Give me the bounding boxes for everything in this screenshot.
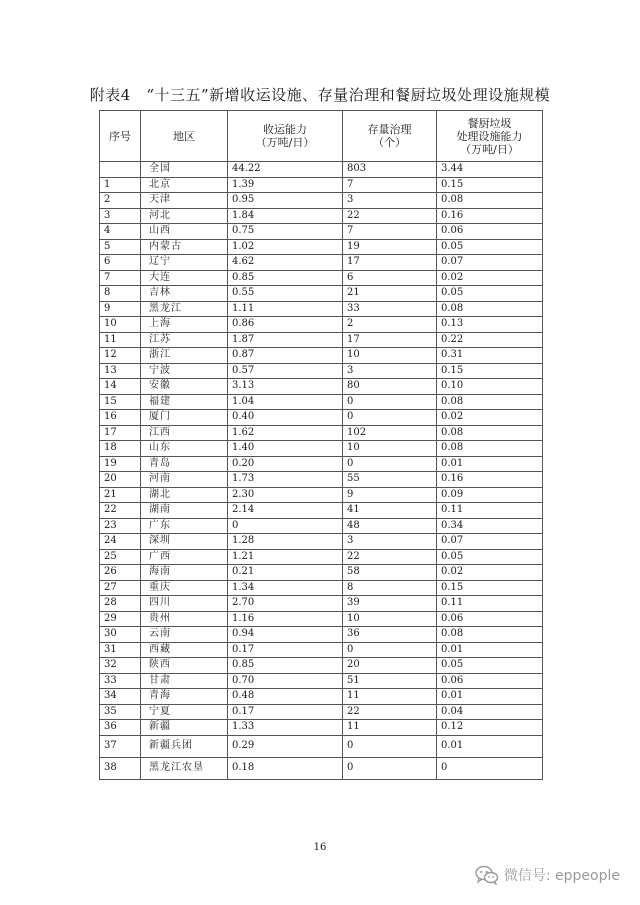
cell-kitchen-waste-capacity: 0.07	[437, 255, 543, 271]
table-row	[100, 534, 543, 550]
cell-stock-remediation: 0	[343, 456, 437, 472]
table-body	[100, 162, 543, 780]
cell-kitchen-waste-capacity: 0.08	[437, 301, 543, 317]
header-index: 序号	[100, 111, 141, 162]
cell-index: 23	[100, 518, 141, 534]
cell-stock-remediation: 9	[343, 487, 437, 503]
cell-collection-capacity: 0.85	[228, 270, 343, 286]
cell-kitchen-waste-capacity: 0.10	[437, 379, 543, 395]
cell-region: 新疆兵团	[141, 735, 228, 757]
cell-kitchen-waste-capacity: 0.06	[437, 224, 543, 240]
cell-stock-remediation: 80	[343, 379, 437, 395]
cell-stock-remediation: 51	[343, 673, 437, 689]
cell-kitchen-waste-capacity: 0.05	[437, 549, 543, 565]
cell-stock-remediation: 10	[343, 441, 437, 457]
cell-stock-remediation: 0	[343, 735, 437, 757]
cell-kitchen-waste-capacity: 0.15	[437, 363, 543, 379]
cell-stock-remediation: 10	[343, 611, 437, 627]
cell-kitchen-waste-capacity: 0.08	[437, 441, 543, 457]
cell-stock-remediation: 22	[343, 704, 437, 720]
cell-region: 陕西	[141, 658, 228, 674]
cell-index: 5	[100, 239, 141, 255]
cell-kitchen-waste-capacity: 0.06	[437, 673, 543, 689]
table-row	[100, 472, 543, 488]
table-row	[100, 735, 543, 757]
table-row	[100, 363, 543, 379]
table-row	[100, 193, 543, 209]
table-row	[100, 627, 543, 643]
cell-collection-capacity: 0.87	[228, 348, 343, 364]
cell-kitchen-waste-capacity: 0.31	[437, 348, 543, 364]
cell-region: 湖南	[141, 503, 228, 519]
cell-collection-capacity: 1.34	[228, 580, 343, 596]
table-row	[100, 642, 543, 658]
cell-region: 北京	[141, 177, 228, 193]
cell-index: 26	[100, 565, 141, 581]
cell-collection-capacity: 1.40	[228, 441, 343, 457]
cell-stock-remediation: 7	[343, 177, 437, 193]
cell-index: 11	[100, 332, 141, 348]
table-row	[100, 301, 543, 317]
cell-collection-capacity: 0.57	[228, 363, 343, 379]
table-row	[100, 410, 543, 426]
cell-region: 黑龙江	[141, 301, 228, 317]
cell-kitchen-waste-capacity: 0.08	[437, 193, 543, 209]
cell-index: 15	[100, 394, 141, 410]
cell-index: 36	[100, 720, 141, 736]
header-stock-remediation: 存量治理 （个）	[343, 111, 437, 162]
cell-kitchen-waste-capacity: 0.09	[437, 487, 543, 503]
cell-index: 19	[100, 456, 141, 472]
cell-collection-capacity: 0.21	[228, 565, 343, 581]
table-row	[100, 208, 543, 224]
table-row	[100, 596, 543, 612]
cell-stock-remediation: 19	[343, 239, 437, 255]
cell-region: 重庆	[141, 580, 228, 596]
cell-stock-remediation: 48	[343, 518, 437, 534]
table-row	[100, 549, 543, 565]
cell-kitchen-waste-capacity: 0.01	[437, 642, 543, 658]
cell-region: 宁夏	[141, 704, 228, 720]
cell-index: 37	[100, 735, 141, 757]
table-row	[100, 394, 543, 410]
table-row	[100, 580, 543, 596]
cell-region: 上海	[141, 317, 228, 333]
cell-stock-remediation: 0	[343, 642, 437, 658]
cell-collection-capacity: 0.95	[228, 193, 343, 209]
cell-region: 四川	[141, 596, 228, 612]
cell-region: 河南	[141, 472, 228, 488]
cell-kitchen-waste-capacity: 0	[437, 757, 543, 779]
document-title: 附表4 “十三五”新增收运设施、存量治理和餐厨垃圾处理设施规模	[89, 86, 551, 104]
cell-collection-capacity: 1.84	[228, 208, 343, 224]
cell-index: 10	[100, 317, 141, 333]
cell-region: 内蒙古	[141, 239, 228, 255]
cell-index: 12	[100, 348, 141, 364]
cell-index: 9	[100, 301, 141, 317]
cell-stock-remediation: 22	[343, 549, 437, 565]
cell-index: 33	[100, 673, 141, 689]
cell-stock-remediation: 21	[343, 286, 437, 302]
table-row	[100, 348, 543, 364]
cell-region: 浙江	[141, 348, 228, 364]
cell-region: 厦门	[141, 410, 228, 426]
cell-collection-capacity: 0.29	[228, 735, 343, 757]
cell-kitchen-waste-capacity: 0.02	[437, 410, 543, 426]
page-number: 16	[313, 842, 327, 853]
cell-collection-capacity: 1.28	[228, 534, 343, 550]
cell-region: 云南	[141, 627, 228, 643]
cell-collection-capacity: 1.16	[228, 611, 343, 627]
cell-region: 山西	[141, 224, 228, 240]
cell-stock-remediation: 7	[343, 224, 437, 240]
cell-region: 贵州	[141, 611, 228, 627]
cell-region: 河北	[141, 208, 228, 224]
cell-index: 6	[100, 255, 141, 271]
cell-region: 甘肃	[141, 673, 228, 689]
cell-region: 安徽	[141, 379, 228, 395]
watermark	[475, 864, 620, 886]
cell-kitchen-waste-capacity: 0.16	[437, 472, 543, 488]
cell-collection-capacity: 0.86	[228, 317, 343, 333]
cell-collection-capacity: 1.04	[228, 394, 343, 410]
cell-region: 福建	[141, 394, 228, 410]
cell-collection-capacity: 0.17	[228, 704, 343, 720]
cell-stock-remediation: 55	[343, 472, 437, 488]
cell-index: 3	[100, 208, 141, 224]
cell-index: 14	[100, 379, 141, 395]
table-row	[100, 487, 543, 503]
cell-collection-capacity: 1.33	[228, 720, 343, 736]
cell-collection-capacity: 0.94	[228, 627, 343, 643]
table-row	[100, 565, 543, 581]
cell-stock-remediation: 3	[343, 363, 437, 379]
cell-stock-remediation: 33	[343, 301, 437, 317]
cell-collection-capacity: 1.73	[228, 472, 343, 488]
cell-stock-remediation: 36	[343, 627, 437, 643]
cell-kitchen-waste-capacity: 0.13	[437, 317, 543, 333]
cell-index: 13	[100, 363, 141, 379]
cell-collection-capacity: 0.17	[228, 642, 343, 658]
watermark-text: 微信号: eppeople	[503, 868, 620, 884]
cell-stock-remediation: 0	[343, 757, 437, 779]
cell-collection-capacity: 1.02	[228, 239, 343, 255]
table-row	[100, 425, 543, 441]
cell-index: 8	[100, 286, 141, 302]
table-row	[100, 379, 543, 395]
cell-kitchen-waste-capacity: 0.02	[437, 270, 543, 286]
cell-index: 20	[100, 472, 141, 488]
cell-index: 16	[100, 410, 141, 426]
cell-index: 24	[100, 534, 141, 550]
cell-region: 黑龙江农垦	[141, 757, 228, 779]
cell-collection-capacity: 1.39	[228, 177, 343, 193]
cell-collection-capacity: 0.70	[228, 673, 343, 689]
cell-kitchen-waste-capacity: 3.44	[437, 162, 543, 178]
cell-index: 27	[100, 580, 141, 596]
cell-region: 山东	[141, 441, 228, 457]
table-row	[100, 332, 543, 348]
cell-index: 22	[100, 503, 141, 519]
cell-stock-remediation: 102	[343, 425, 437, 441]
cell-stock-remediation: 20	[343, 658, 437, 674]
cell-stock-remediation: 39	[343, 596, 437, 612]
table-row	[100, 689, 543, 705]
cell-collection-capacity: 0.18	[228, 757, 343, 779]
cell-index: 29	[100, 611, 141, 627]
cell-region: 西藏	[141, 642, 228, 658]
cell-kitchen-waste-capacity: 0.22	[437, 332, 543, 348]
cell-collection-capacity: 0.40	[228, 410, 343, 426]
cell-stock-remediation: 11	[343, 720, 437, 736]
table-row	[100, 224, 543, 240]
cell-stock-remediation: 3	[343, 534, 437, 550]
cell-region: 海南	[141, 565, 228, 581]
cell-region: 广东	[141, 518, 228, 534]
cell-index: 7	[100, 270, 141, 286]
cell-kitchen-waste-capacity: 0.05	[437, 239, 543, 255]
cell-stock-remediation: 8	[343, 580, 437, 596]
facility-scale-table	[99, 110, 543, 780]
cell-collection-capacity: 0	[228, 518, 343, 534]
cell-stock-remediation: 803	[343, 162, 437, 178]
table-row	[100, 704, 543, 720]
cell-collection-capacity: 44.22	[228, 162, 343, 178]
table-row	[100, 239, 543, 255]
table-header-row	[100, 111, 543, 162]
cell-index: 30	[100, 627, 141, 643]
cell-stock-remediation: 58	[343, 565, 437, 581]
cell-stock-remediation: 17	[343, 255, 437, 271]
cell-region: 大连	[141, 270, 228, 286]
cell-kitchen-waste-capacity: 0.15	[437, 177, 543, 193]
cell-region: 江西	[141, 425, 228, 441]
cell-index: 35	[100, 704, 141, 720]
cell-region: 新疆	[141, 720, 228, 736]
cell-collection-capacity: 1.11	[228, 301, 343, 317]
cell-region: 宁波	[141, 363, 228, 379]
cell-collection-capacity: 0.20	[228, 456, 343, 472]
wechat-icon	[475, 865, 499, 885]
cell-kitchen-waste-capacity: 0.08	[437, 394, 543, 410]
table-row	[100, 611, 543, 627]
cell-stock-remediation: 0	[343, 410, 437, 426]
cell-collection-capacity: 1.62	[228, 425, 343, 441]
cell-region: 青海	[141, 689, 228, 705]
cell-index: 1	[100, 177, 141, 193]
cell-index: 38	[100, 757, 141, 779]
cell-region: 江苏	[141, 332, 228, 348]
cell-kitchen-waste-capacity: 0.08	[437, 627, 543, 643]
cell-index: 4	[100, 224, 141, 240]
cell-collection-capacity: 1.21	[228, 549, 343, 565]
table-row	[100, 286, 543, 302]
cell-kitchen-waste-capacity: 0.06	[437, 611, 543, 627]
cell-collection-capacity: 2.70	[228, 596, 343, 612]
table-row	[100, 673, 543, 689]
cell-region: 天津	[141, 193, 228, 209]
cell-kitchen-waste-capacity: 0.07	[437, 534, 543, 550]
cell-stock-remediation: 22	[343, 208, 437, 224]
cell-kitchen-waste-capacity: 0.16	[437, 208, 543, 224]
table-row	[100, 456, 543, 472]
cell-stock-remediation: 11	[343, 689, 437, 705]
cell-index: 34	[100, 689, 141, 705]
table-row	[100, 503, 543, 519]
cell-collection-capacity: 0.75	[228, 224, 343, 240]
cell-collection-capacity: 0.85	[228, 658, 343, 674]
cell-region: 吉林	[141, 286, 228, 302]
cell-stock-remediation: 10	[343, 348, 437, 364]
table-row	[100, 177, 543, 193]
cell-kitchen-waste-capacity: 0.01	[437, 735, 543, 757]
cell-collection-capacity: 2.14	[228, 503, 343, 519]
cell-collection-capacity: 4.62	[228, 255, 343, 271]
cell-collection-capacity: 0.55	[228, 286, 343, 302]
cell-kitchen-waste-capacity: 0.34	[437, 518, 543, 534]
cell-kitchen-waste-capacity: 0.02	[437, 565, 543, 581]
cell-region: 湖北	[141, 487, 228, 503]
cell-kitchen-waste-capacity: 0.01	[437, 689, 543, 705]
cell-stock-remediation: 2	[343, 317, 437, 333]
cell-region: 全国	[141, 162, 228, 178]
header-collection-capacity: 收运能力 （万吨/日）	[228, 111, 343, 162]
cell-kitchen-waste-capacity: 0.04	[437, 704, 543, 720]
cell-kitchen-waste-capacity: 0.12	[437, 720, 543, 736]
table-row	[100, 518, 543, 534]
table-row	[100, 270, 543, 286]
cell-region: 辽宁	[141, 255, 228, 271]
table-row	[100, 658, 543, 674]
cell-kitchen-waste-capacity: 0.08	[437, 425, 543, 441]
cell-region: 青岛	[141, 456, 228, 472]
cell-region: 广西	[141, 549, 228, 565]
table-row	[100, 317, 543, 333]
cell-kitchen-waste-capacity: 0.15	[437, 580, 543, 596]
table-row	[100, 255, 543, 271]
table-row	[100, 441, 543, 457]
cell-collection-capacity: 0.48	[228, 689, 343, 705]
cell-stock-remediation: 17	[343, 332, 437, 348]
table-row	[100, 720, 543, 736]
cell-index	[100, 162, 141, 178]
cell-kitchen-waste-capacity: 0.05	[437, 658, 543, 674]
cell-index: 28	[100, 596, 141, 612]
cell-kitchen-waste-capacity: 0.11	[437, 596, 543, 612]
cell-index: 18	[100, 441, 141, 457]
table-row	[100, 162, 543, 178]
cell-collection-capacity: 2.30	[228, 487, 343, 503]
header-kitchen-waste-capacity: 餐厨垃圾 处理设施能力 （万吨/日）	[437, 111, 543, 162]
cell-index: 25	[100, 549, 141, 565]
cell-collection-capacity: 3.13	[228, 379, 343, 395]
cell-index: 32	[100, 658, 141, 674]
cell-kitchen-waste-capacity: 0.01	[437, 456, 543, 472]
cell-index: 17	[100, 425, 141, 441]
cell-kitchen-waste-capacity: 0.11	[437, 503, 543, 519]
cell-index: 21	[100, 487, 141, 503]
cell-stock-remediation: 6	[343, 270, 437, 286]
cell-stock-remediation: 41	[343, 503, 437, 519]
cell-index: 31	[100, 642, 141, 658]
header-region: 地区	[141, 111, 228, 162]
table-row	[100, 757, 543, 779]
cell-stock-remediation: 3	[343, 193, 437, 209]
cell-stock-remediation: 0	[343, 394, 437, 410]
cell-index: 2	[100, 193, 141, 209]
cell-kitchen-waste-capacity: 0.05	[437, 286, 543, 302]
cell-region: 深圳	[141, 534, 228, 550]
cell-collection-capacity: 1.87	[228, 332, 343, 348]
